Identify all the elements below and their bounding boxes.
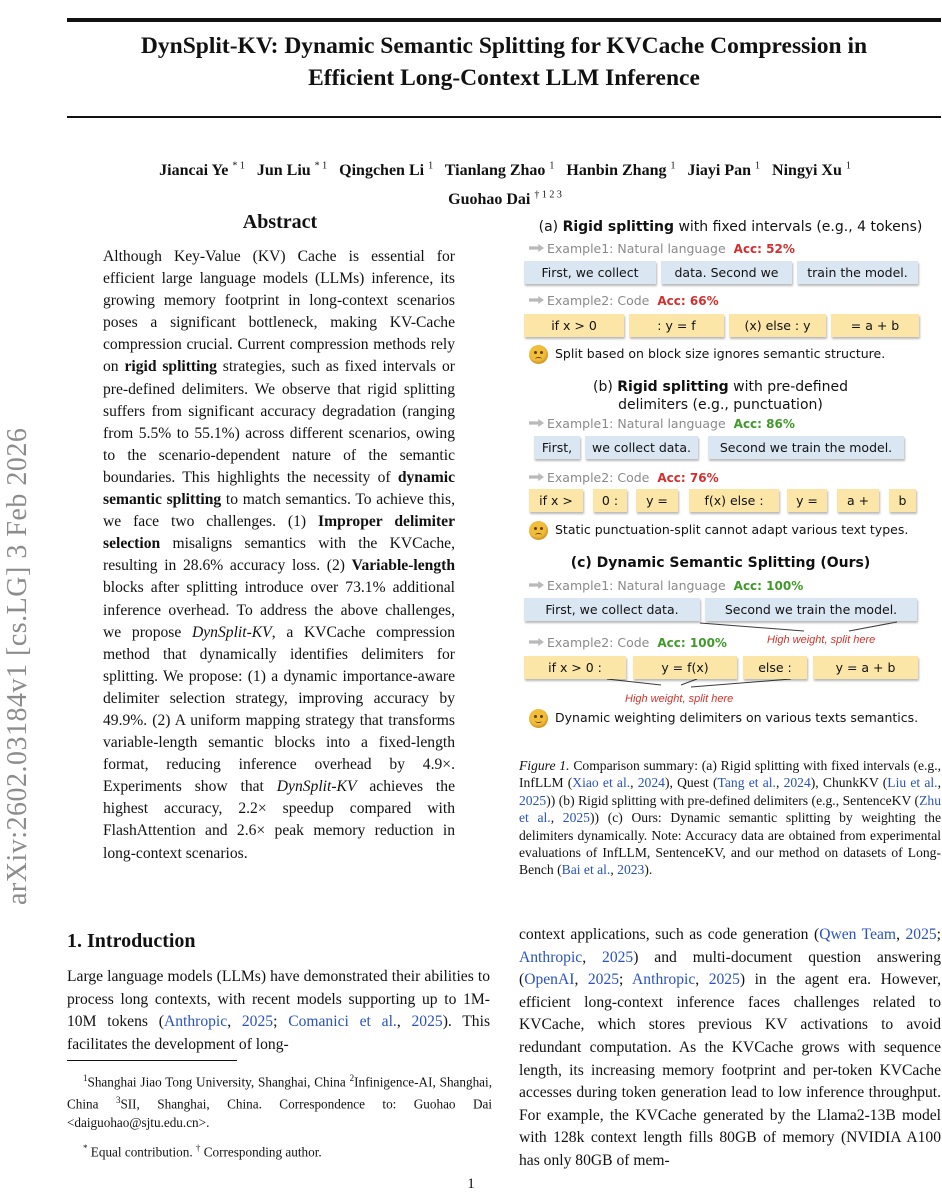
title-line-1: DynSplit-KV: Dynamic Semantic Splitting for KVCache Compression in: [140, 33, 868, 59]
code-block: y = f(x): [633, 656, 737, 679]
code-block: : y = f: [629, 314, 724, 337]
text-block: First, we collect data.: [524, 598, 700, 621]
figure-1: [519, 212, 942, 742]
accuracy-badge: Acc: 52%: [733, 242, 795, 256]
citation-link[interactable]: OpenAI: [524, 971, 575, 989]
annotation-arrow: [691, 679, 791, 687]
accuracy-badge: Acc: 66%: [657, 294, 719, 308]
code-block: a +: [837, 489, 879, 512]
text-block: First,: [534, 436, 580, 459]
abstract-body: Although Key-Value (KV) Cache is essential for efficient large language models (LLMs) inference, its growing memory footprint in long-context scenarios poses a significant bottleneck, making KV-Cache compression crucial. Current compression methods rely on rigid splitting strategies, such as fixed intervals or pre-defined delimiters. We observe that rigid splitting suffers from significant accuracy degradation (ranging from 5.5% to 55.1%) across different scenarios, owing to the scenario-dependent nature of the semantic boundaries. This highlights the necessity of dynamic semantic splitting to match semantics. To achieve this, we face two challenges. (1) Improper delimiter selection misaligns semantics with the KVCache, resulting in 28.6% accuracy loss. (2) Variable-length blocks after splitting introduce over 73.1% additional inference overhead. To address the above challenges, we propose DynSplit-KV, a KVCache compression method that dynamically identifies delimiters for splitting. We propose: (1) a dynamic importance-aware delimiter selection strategy, improving accuracy by 49.9%. (2) A uniform mapping strategy that transforms variable-length semantic blocks into a fixed-length format, reducing inference overhead by 4.9×. Experiments show that DynSplit-KV achieves the highest accuracy, 2.2× speedup compared with FlashAttention and 2.6× peak memory reduction in long-context scenarios.: [103, 248, 455, 862]
citation-link[interactable]: 2023: [617, 862, 645, 878]
citation-link[interactable]: 2025: [905, 926, 937, 943]
text-block: data. Second we: [661, 261, 792, 284]
panel-a-note: Split based on block size ignores semantic structure.: [529, 345, 885, 364]
figure-1-caption: Figure 1. Comparison summary: (a) Rigid splitting with fixed intervals (e.g., InfLLM (Xiao et al., 2024), Quest (Tang et al., 2024), ChunkKV (Liu et al., 2025)) (b) Rigid splitting with pre-defined delimiters (e.g., SentenceKV (Zhu et al., 2025)) (c) Ours: Dynamic semantic splitting by weighting the delimiters dynamically. Note: Accuracy data are obtained from experimental evaluations of InfLLM, SentenceKV, and our method on datasets of Long-Bench (Bai et al., 2023).: [519, 758, 941, 878]
panel-a-title: (a) Rigid splitting with fixed intervals (e.g., 4 tokens): [538, 219, 923, 235]
accuracy-badge: Acc: 86%: [733, 417, 795, 431]
citation-link[interactable]: Anthropic: [519, 948, 583, 966]
panel-b-title: (b) Rigid splitting with pre-defined delimiters (e.g., punctuation): [593, 379, 848, 413]
panel-b-example2-label: Example2: Code Acc: 76%: [529, 470, 719, 485]
panel-a-example1-label: Example1: Natural language Acc: 52%: [529, 241, 795, 256]
code-block: y =: [636, 489, 678, 512]
thinking-face-icon: [529, 709, 548, 728]
panel-c-title: (c) Dynamic Semantic Splitting (Ours): [570, 555, 871, 571]
annotation-arrow: [681, 679, 697, 685]
author: Jiayi Pan $^1$: [687, 161, 761, 180]
panel-b-example1-label: Example1: Natural language Acc: 86%: [529, 416, 795, 431]
introduction-heading: 1. Introduction: [67, 930, 196, 952]
citation-link[interactable]: Anthropic: [632, 971, 696, 989]
annotation-arrow: [700, 623, 804, 631]
citation-link[interactable]: Comanici et al.: [288, 1013, 397, 1030]
title-bottom-rule: [67, 116, 941, 118]
citation-link[interactable]: Anthropic: [163, 1013, 228, 1030]
code-block: b: [889, 489, 916, 512]
annotation-arrow: [607, 679, 661, 685]
citation-link[interactable]: 2025: [519, 792, 547, 808]
code-block: 0 :: [593, 489, 627, 512]
citation-link[interactable]: 2025: [241, 1013, 274, 1030]
text-block: First, we collect: [524, 261, 656, 284]
citation-link[interactable]: Bai et al.: [561, 862, 611, 878]
text-block: train the model.: [797, 261, 918, 284]
page-number: 1: [467, 1176, 475, 1192]
panel-a-example2-label: Example2: Code Acc: 66%: [529, 293, 719, 308]
citation-link[interactable]: Zhu et al.: [519, 792, 941, 826]
abstract-heading: Abstract: [242, 211, 318, 233]
text-block: Second we train the model.: [708, 436, 904, 459]
introduction-left-column: Large language models (LLMs) have demonstrated their abilities to process long contexts, with recent models supporting up to 1M-10M tokens (Anthropic, 2025; Comanici et al., 2025). This facilitates the development of long-: [67, 968, 491, 1053]
paper-title: [67, 30, 941, 94]
citation-link[interactable]: 2025: [708, 971, 740, 989]
author: Hanbin Zhang $^1$: [566, 161, 676, 180]
citation-link[interactable]: 2025: [587, 971, 620, 989]
code-block: = a + b: [831, 314, 919, 337]
citation-link[interactable]: 2024: [783, 775, 811, 791]
accuracy-badge: Acc: 100%: [657, 636, 727, 650]
arxiv-identifier: arXiv:2602.03184v1 [cs.LG] 3 Feb 2026: [2, 427, 33, 905]
citation-link[interactable]: 2024: [637, 775, 665, 791]
panel-b-note: Static punctuation-split cannot adapt various text types.: [529, 521, 908, 540]
text-block: we collect data.: [585, 436, 698, 459]
citation-link[interactable]: Liu et al.: [887, 775, 938, 791]
citation-link[interactable]: Xiao et al.: [572, 775, 631, 791]
code-block: if x >: [529, 489, 583, 512]
citation-link[interactable]: 2025: [411, 1013, 443, 1030]
text-block: Second we train the model.: [705, 598, 917, 621]
author: Jiancai Ye $^{* 1}$: [159, 161, 245, 180]
code-block: if x > 0: [524, 314, 624, 337]
author: Guohao Dai $^{\dagger 1 2 3}$: [448, 189, 562, 208]
high-weight-annotation: High weight, split here: [625, 693, 734, 705]
author: Tianlang Zhao $^1$: [444, 161, 555, 180]
contribution-footnote: * Equal contribution. † Corresponding author.: [83, 1143, 322, 1160]
citation-link[interactable]: Tang et al.: [717, 775, 776, 791]
panel-c-example2-label: Example2: Code Acc: 100%: [529, 635, 727, 650]
author-list: [105, 155, 905, 212]
author: Jun Liu $^{* 1}$: [256, 161, 328, 180]
citation-link[interactable]: 2025: [602, 948, 634, 966]
accuracy-badge: Acc: 100%: [733, 579, 804, 593]
top-rule: [67, 18, 941, 22]
citation-link[interactable]: 2025: [562, 810, 590, 826]
annotation-arrow: [849, 622, 897, 631]
author: Ningyi Xu $^1$: [772, 161, 851, 180]
title-line-2: Efficient Long-Context LLM Inference: [308, 65, 700, 91]
high-weight-annotation: High weight, split here: [767, 634, 876, 646]
footnote-rule: [67, 1060, 237, 1061]
author: Qingchen Li $^1$: [339, 161, 434, 180]
code-block: (x) else : y: [729, 314, 826, 337]
panel-c-example1-label: Example1: Natural language Acc: 100%: [529, 578, 803, 593]
affiliation-footnote: $^1$Shanghai Jiao Tong University, Shanghai, China $^2$Infinigence-AI, Shanghai, China $^3$SII, Shanghai, China. Correspondence to: Guohao Dai <daiguohao@sjtu.edu.cn>.: [67, 1073, 492, 1130]
code-block: if x > 0 :: [524, 656, 626, 679]
citation-link[interactable]: Qwen Team: [819, 926, 897, 943]
panel-c-note: Dynamic weighting delimiters on various texts semantics.: [529, 709, 918, 728]
code-block: else :: [743, 656, 807, 679]
accuracy-badge: Acc: 76%: [657, 471, 719, 485]
code-block: f(x) else :: [689, 489, 779, 512]
introduction-right-column: context applications, such as code generation (Qwen Team, 2025; Anthropic, 2025) and multi-document question answering (OpenAI, 2025; Anthropic, 2025) in the agent era. However, efficient long-context inference faces challenges related to KVCache, which stores previous KV activations to avoid redundant computation. As the KVCache grows with sequence length, its increasing memory footprint and per-token KVCache accesses during token generation lead to low inference throughput. For example, the KVCache generated by the Llama2-13B model with 128k context length fills 80GB of memory (NVIDIA A100 has only 80GB of mem-: [519, 926, 942, 1169]
code-block: y = a + b: [813, 656, 918, 679]
code-block: y =: [787, 489, 827, 512]
